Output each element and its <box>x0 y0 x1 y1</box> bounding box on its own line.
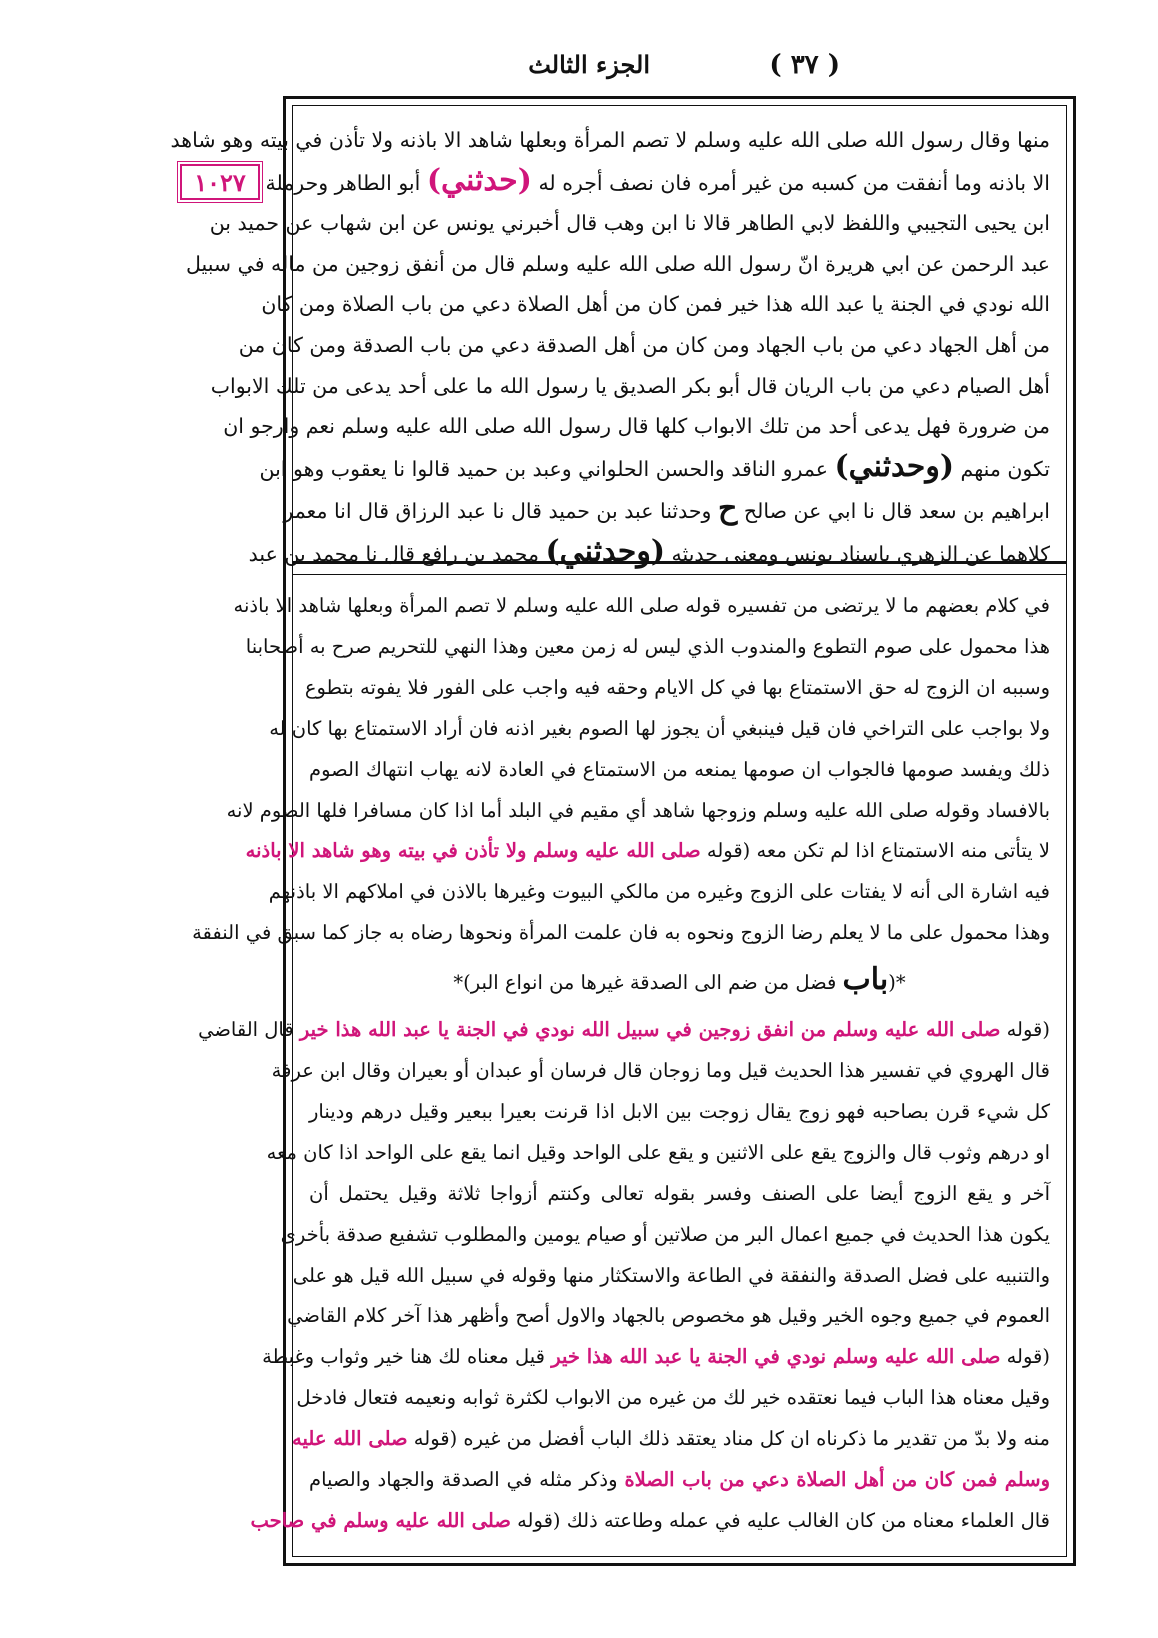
text-span: منها وقال رسول الله صلى الله عليه وسلم لا تصم المرأة وبعلها شاهد الا باذنه ولا تأذن في بيته وهو شاهد <box>170 128 1050 152</box>
text-span: قال الهروي في تفسير هذا الحديث قيل وما زوجان قال فرسان أو عبدان أو بعيران وقال ابن عرفة <box>271 1058 1050 1082</box>
text-line <box>309 750 1050 791</box>
text-line <box>309 1460 1050 1501</box>
text-line <box>269 709 1050 750</box>
text-span: قال القاضي <box>198 1018 300 1042</box>
text-span: محمد بن رافع قال نا محمد بن عبد <box>248 541 546 566</box>
highlight-span: (وحدثني) <box>834 448 955 484</box>
text-span: من أهل الجهاد دعي من باب الجهاد ومن كان من أهل الصدقة دعي من باب الصدقة ومن كان من <box>238 332 1050 357</box>
text-span: وهذا محمول على ما لا يعلم رضا الزوج ونحوه به فان علمت المرأة ونحوها رضاه به جاز كما سبق في النفقة <box>192 921 1050 945</box>
highlight-span: صلى الله عليه وسلم نودي في الجنة يا عبد الله هذا خير <box>551 1345 1001 1369</box>
text-span: أبو الطاهر وحرملة <box>265 170 427 195</box>
hadith-number-box: ١٠٢٧ <box>180 164 260 200</box>
text-span: منه ولا بدّ من تقدير ما ذكرناه ان كل مناد يعتقد ذلك الباب أفضل من غيره <box>457 1427 1050 1451</box>
text-span: ذلك ويفسد صومها فالجواب ان صومها يمنعه من الاستمتاع في العادة لانه يهاب انتهاك الصوم <box>309 757 1050 781</box>
highlight-span: باب <box>842 962 889 998</box>
text-line <box>304 668 1050 709</box>
text-span: آخر و يقع الزوج أيضا على الصنف وفسر بقوله تعالى وكنتم أزواجا ثلاثة وقيل يحتمل أن <box>309 1181 1050 1205</box>
text-line <box>271 1051 1050 1092</box>
text-span: (قوله <box>1000 1345 1050 1369</box>
text-span: ابن يحيى التجيبي واللفظ لابي الطاهر قالا نا ابن وهب قال أخبرني يونس عن ابن شهاب عن حميد بن <box>209 211 1050 236</box>
text-span: كل شيء قرن بصاحبه فهو زوج يقال زوجت بين الابل اذا قرنت بعيرا ببعير وقيل درهم ودينار <box>309 1099 1050 1123</box>
text-span: كلاهما عن الزهري باسناد يونس ومعنى حديثه <box>665 541 1050 566</box>
text-line <box>170 120 1050 161</box>
text-span: وحدثنا عبد بن حميد قال نا عبد الرزاق قال انا معمر <box>283 499 718 524</box>
text-line <box>198 1010 1050 1051</box>
text-span: وسببه ان الزوج له حق الاستمتاع بها في كل الايام وحقه فيه واجب على الفور فلا يفوته بتطوع <box>304 675 1050 699</box>
text-span: *( <box>888 971 906 995</box>
page-number: ( ٣٧ ) <box>769 50 840 80</box>
text-span: عبد الرحمن عن ابي هريرة انّ رسول الله صلى الله عليه وسلم قال من أنفق زوجين من ماله في سبيل <box>186 251 1050 276</box>
highlight-span: صلى الله عليه وسلم ولا تأذن في بيته وهو شاهد الا باذنه <box>245 839 701 863</box>
text-line <box>292 1419 1050 1460</box>
highlight-span: وسلم فمن كان من أهل الصلاة دعي من باب الصلاة <box>624 1468 1050 1492</box>
text-line <box>266 1133 1050 1174</box>
text-span: أهل الصيام دعي من باب الريان قال أبو بكر الصديق يا رسول الله ما على أحد يدعى من تلك الابواب <box>210 373 1050 398</box>
text-span: فيه اشارة الى أنه لا يفتات على الزوج وغيره من مالكي البيوت وغيرها بالاذن في املاكهم الا باذنهم <box>268 880 1050 904</box>
text-line <box>223 406 1050 447</box>
text-line <box>226 791 1050 832</box>
text-span: هذا محمول على صوم التطوع والمندوب الذي ليس له زمن معين وهذا النهي للتحريم صرح به أصحابنا <box>245 634 1050 658</box>
highlight-span: صلى الله عليه وسلم في صاحب <box>250 1508 511 1532</box>
text-span: وذكر مثله في الصدقة والجهاد والصيام <box>309 1468 625 1492</box>
text-line <box>261 284 1050 325</box>
section-divider <box>293 561 1066 575</box>
text-span: او درهم وثوب قال والزوج يقع على الاثنين و يقع على الواحد وقيل انما يقع على الواحد اذا كان معه <box>266 1140 1050 1164</box>
text-line <box>296 1378 1050 1419</box>
text-span: (قوله <box>510 1508 561 1532</box>
sharh-section <box>192 586 1050 1556</box>
highlight-span: صلى الله عليه وسلم من انفق زوجين في سبيل الله نودي في الجنة يا عبد الله هذا خير <box>299 1018 1001 1042</box>
text-span: تكون منهم <box>954 456 1050 481</box>
text-line <box>245 831 1050 872</box>
text-line <box>287 1296 1050 1337</box>
page-header <box>280 50 1080 90</box>
chapter-heading <box>309 960 1050 1004</box>
text-span: (قوله <box>700 839 751 863</box>
text-span: فضل من ضم الى الصدقة غيرها من انواع البر)* <box>453 971 843 995</box>
text-line <box>233 586 1050 627</box>
text-line <box>210 366 1050 407</box>
text-span: الله نودي في الجنة يا عبد الله هذا خير فمن كان من أهل الصلاة دعي من باب الصلاة ومن كان <box>261 292 1050 317</box>
text-line <box>238 325 1050 366</box>
text-span: الا باذنه وما أنفقت من كسبه من غير أمره فان نصف أجره له <box>531 170 1050 195</box>
text-span: (قوله <box>407 1427 458 1451</box>
text-line <box>265 161 1050 204</box>
text-span: عمرو الناقد والحسن الحلواني وعبد بن حميد قالوا نا يعقوب وهو ابن <box>259 456 835 481</box>
highlight-span: صلى الله عليه <box>292 1427 408 1451</box>
text-span: (قوله <box>1000 1018 1050 1042</box>
text-line <box>268 872 1050 913</box>
text-span: لا يتأتى منه الاستمتاع اذا لم تكن معه <box>750 839 1050 863</box>
text-line <box>309 1092 1050 1133</box>
text-line <box>309 1174 1050 1215</box>
text-span: من ضرورة فهل يدعى أحد من تلك الابواب كلها قال رسول الله صلى الله عليه وسلم نعم وارجو ان <box>223 414 1050 439</box>
text-line <box>262 1337 1050 1378</box>
text-line <box>280 1215 1050 1256</box>
text-span: ولا بواجب على التراخي فان قيل فينبغي أن يجوز لها الصوم بغير اذنه فان أراد الاستمتاع بها كان له <box>269 716 1050 740</box>
text-line <box>245 627 1050 668</box>
text-span: في كلام بعضهم ما لا يرتضى من تفسيره قوله صلى الله عليه وسلم لا تصم المرأة وبعلها شاهد الا باذنه <box>233 594 1050 617</box>
text-span: بالافساد وقوله صلى الله عليه وسلم وزوجها شاهد أي مقيم في البلد أما اذا كان مسافرا فلها الصوم لانه <box>226 798 1050 822</box>
text-line <box>192 913 1050 954</box>
text-span: يكون هذا الحديث في جميع اعمال البر من صلاتين أو صيام يومين والمطلوب تشفيع صدقة بأخرى <box>280 1222 1050 1246</box>
juz-title: الجزء الثالث <box>528 50 650 79</box>
text-span: ابراهيم بن سعد قال نا ابي عن صالح <box>737 499 1050 524</box>
text-line <box>259 447 1050 490</box>
text-span: قال العلماء معناه من كان الغالب عليه في عمله وطاعته ذلك <box>560 1508 1050 1532</box>
highlight-span: ح <box>717 491 738 527</box>
text-line <box>209 203 1050 244</box>
text-line <box>186 244 1050 285</box>
text-line <box>292 1256 1050 1297</box>
text-line <box>250 1501 1050 1542</box>
highlight-span: (حدثني) <box>426 162 532 198</box>
text-span: وقيل معناه هذا الباب فيما نعتقده خير لك من غيره من الابواب لكثرة ثوابه ونعيمه فتعال فادخل <box>296 1386 1050 1410</box>
text-line <box>283 489 1050 532</box>
text-span: العموم في جميع وجوه الخير وقيل هو مخصوص بالجهاد والاول أصح وأظهر هذا آخر كلام القاضي <box>287 1304 1050 1328</box>
text-span: قيل معناه لك هنا خير وثواب وغبطة <box>262 1345 552 1369</box>
text-span: والتنبيه على فضل الصدقة والنفقة في الطاعة والاستكثار منها وقوله في سبيل الله قيل هو على <box>292 1263 1050 1287</box>
highlight-span: (وحدثني) <box>545 533 666 569</box>
